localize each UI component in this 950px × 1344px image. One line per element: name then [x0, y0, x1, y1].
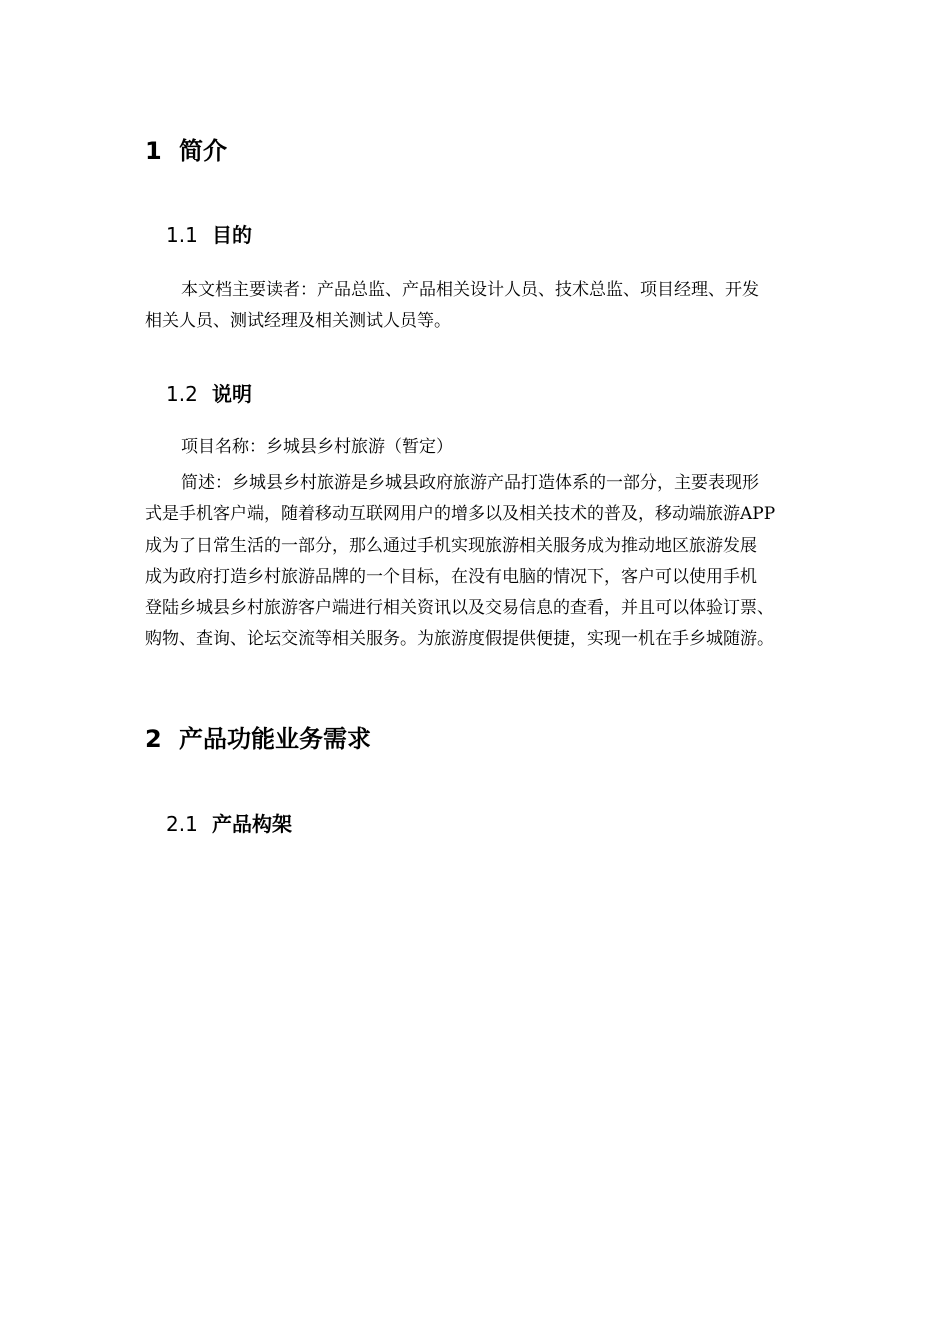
- subsection-number: 2.1: [166, 812, 198, 836]
- section-number: 2: [145, 725, 162, 753]
- subsection-title: 产品构架: [212, 812, 292, 836]
- subsection-number: 1.1: [166, 223, 198, 247]
- section-heading-1: [145, 136, 227, 166]
- subsection-number: 1.2: [166, 382, 198, 406]
- text-line: 登陆乡城县乡村旅游客户端进行相关资讯以及交易信息的查看，并且可以体验订票、: [145, 598, 774, 619]
- text-line: 成为了日常生活的一部分，那么通过手机实现旅游相关服务成为推动地区旅游发展: [145, 535, 757, 556]
- text-line: 相关人员、测试经理及相关测试人员等。: [145, 311, 451, 332]
- text-line: 购物、查询、论坛交流等相关服务。为旅游度假提供便捷，实现一机在手乡城随游。: [145, 629, 774, 650]
- section-heading-2: [145, 724, 371, 754]
- paragraph-purpose: [145, 275, 850, 338]
- subsection-title: 说明: [212, 382, 252, 406]
- section-number: 1: [145, 137, 162, 165]
- subsection-heading-1-2: [166, 381, 252, 407]
- text-line: 项目名称：乡城县乡村旅游（暂定）: [181, 437, 453, 457]
- text-line: 本文档主要读者：产品总监、产品相关设计人员、技术总监、项目经理、开发: [181, 280, 759, 300]
- section-title: 简介: [179, 137, 227, 165]
- paragraph-summary: [145, 468, 850, 656]
- subsection-heading-1-1: [166, 222, 252, 248]
- paragraph-project-name: [145, 432, 850, 463]
- text-line: 简述：乡城县乡村旅游是乡城县政府旅游产品打造体系的一部分，主要表现形: [181, 473, 759, 493]
- subsection-title: 目的: [212, 223, 252, 247]
- subsection-heading-2-1: [166, 811, 292, 837]
- section-title: 产品功能业务需求: [179, 725, 371, 753]
- text-line: 成为政府打造乡村旅游品牌的一个目标，在没有电脑的情况下，客户可以使用手机: [145, 566, 757, 587]
- text-line: 式是手机客户端，随着移动互联网用户的增多以及相关技术的普及，移动端旅游APP: [145, 504, 776, 525]
